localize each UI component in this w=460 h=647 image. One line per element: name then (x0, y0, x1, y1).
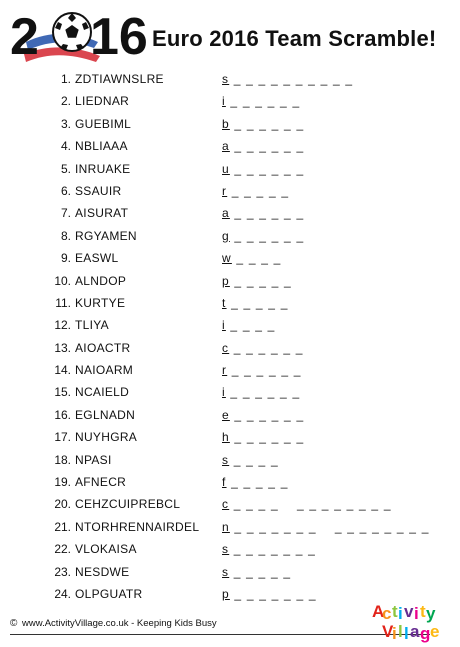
scrambled-text: NTORHRENNAIRDEL (75, 519, 200, 534)
scrambled-text: VLOKAISA (75, 542, 137, 557)
scramble-row (0, 493, 460, 515)
footer (0, 602, 460, 647)
brand-letter: c (382, 604, 392, 623)
scramble-list (0, 68, 460, 605)
brand-letter: v (404, 602, 414, 621)
scrambled-word (0, 493, 198, 515)
scrambled-word (0, 68, 198, 90)
answer-blanks (222, 583, 317, 605)
item-number: 14. (54, 363, 71, 378)
answer-underscores: _ _ _ _ (225, 318, 276, 333)
item-number: 11. (55, 295, 71, 310)
answer-blanks (222, 471, 289, 493)
svg-text:16: 16 (90, 8, 148, 66)
answer-blanks (222, 292, 289, 314)
item-number: 13. (54, 340, 71, 355)
answer-blanks (222, 449, 279, 471)
scramble-row (0, 337, 460, 359)
scramble-row (0, 561, 460, 583)
answer-blanks (222, 180, 289, 202)
answer-blanks (222, 202, 304, 224)
answer-underscores: _ _ _ _ _ _ (225, 94, 301, 109)
scrambled-text: NAIOARM (75, 363, 134, 378)
answer-first-letter: h (222, 430, 230, 445)
scrambled-text: GUEBIML (75, 116, 132, 131)
scramble-row (0, 516, 460, 538)
scramble-row (0, 202, 460, 224)
answer-first-letter: i (222, 318, 226, 333)
answer-blanks (222, 337, 304, 359)
answer-blanks (222, 516, 430, 538)
header (0, 0, 460, 70)
scrambled-word (0, 516, 198, 538)
item-number: 7. (60, 206, 71, 221)
item-number: 23. (54, 564, 71, 579)
scrambled-text: AISURAT (75, 206, 129, 221)
answer-underscores: _ _ _ _ _ _ (225, 385, 301, 400)
brand-letter: i (414, 604, 419, 623)
item-number: 9. (60, 251, 71, 266)
item-number: 10. (54, 273, 71, 288)
answer-first-letter: f (222, 475, 227, 490)
item-number: 5. (60, 161, 71, 176)
answer-first-letter: a (222, 206, 230, 221)
answer-first-letter: n (222, 519, 230, 534)
scramble-row (0, 158, 460, 180)
answer-first-letter: r (222, 363, 228, 378)
scrambled-word (0, 90, 198, 112)
answer-blanks (222, 158, 304, 180)
answer-underscores: _ _ _ _ _ (229, 273, 292, 288)
answer-first-letter: c (222, 497, 230, 512)
answer-blanks (222, 270, 292, 292)
brand-letter: i (392, 624, 397, 643)
copyright-text: www.ActivityVillage.co.uk - Keeping Kids Busy (22, 618, 217, 629)
euro-2016-logo (6, 2, 148, 66)
answer-underscores: _ _ _ _ (229, 452, 279, 467)
answer-underscores: _ _ _ _ _ _ (229, 407, 305, 422)
answer-first-letter: t (222, 295, 227, 310)
answer-blanks (222, 314, 276, 336)
scrambled-word (0, 225, 198, 247)
brand-letter: l (404, 624, 409, 643)
answer-underscores: _ _ _ _ _ _ (229, 161, 305, 176)
brand-letter: t (392, 602, 398, 621)
brand-letter: e (430, 622, 440, 641)
item-number: 12. (54, 318, 71, 333)
scrambled-text: LIEDNAR (75, 94, 130, 109)
answer-underscores: _ _ _ _ _ _ (229, 228, 305, 243)
item-number: 20. (54, 497, 71, 512)
brand-letter: t (420, 602, 426, 621)
scrambled-word (0, 538, 198, 560)
answer-first-letter: i (222, 94, 226, 109)
answer-underscores: _ _ _ _ _ _ _ (229, 542, 317, 557)
scramble-row (0, 247, 460, 269)
answer-underscores: _ _ _ _ _ _ (229, 116, 305, 131)
answer-underscores: _ _ _ _ _ _ (229, 340, 304, 355)
scrambled-text: EASWL (75, 251, 119, 266)
scrambled-word (0, 247, 198, 269)
scrambled-text: KURTYE (75, 295, 126, 310)
svg-text:2: 2 (10, 8, 39, 66)
brand-letter: i (398, 604, 403, 623)
scramble-row (0, 68, 460, 90)
answer-blanks (222, 538, 316, 560)
answer-underscores: _ _ _ _ _ (227, 183, 290, 198)
scrambled-text: ZDTIAWNSLRE (75, 72, 164, 86)
scramble-row (0, 270, 460, 292)
scrambled-word (0, 113, 198, 135)
scrambled-word (0, 449, 198, 471)
answer-first-letter: w (222, 251, 232, 266)
scramble-row (0, 135, 460, 157)
scrambled-word (0, 337, 198, 359)
scrambled-text: SSAUIR (75, 183, 122, 198)
answer-blanks (222, 493, 392, 515)
scrambled-text: OLPGUATR (75, 586, 143, 601)
scrambled-word (0, 202, 198, 224)
item-number: 24. (54, 586, 71, 601)
scramble-row (0, 449, 460, 471)
answer-underscores: _ _ _ _ (231, 251, 282, 266)
scramble-row (0, 359, 460, 381)
item-number: 6. (60, 183, 71, 198)
brand-letter: A (372, 602, 385, 621)
scrambled-text: TLIYA (75, 318, 109, 333)
answer-underscores: _ _ _ _ _ _ (229, 430, 305, 445)
answer-first-letter: p (222, 586, 230, 601)
brand-letter: g (420, 624, 431, 643)
answer-first-letter: p (222, 273, 230, 288)
answer-blanks (222, 381, 300, 403)
scrambled-text: INRUAKE (75, 161, 131, 176)
answer-first-letter: b (222, 116, 230, 131)
scrambled-word (0, 404, 198, 426)
item-number: 3. (60, 116, 71, 131)
scramble-row (0, 292, 460, 314)
scrambled-word (0, 359, 198, 381)
scramble-row (0, 426, 460, 448)
scramble-row (0, 404, 460, 426)
scrambled-text: CEHZCUIPREBCL (75, 497, 181, 512)
answer-blanks (222, 247, 282, 269)
scrambled-word (0, 135, 198, 157)
answer-blanks (222, 359, 302, 381)
page-title: Euro 2016 Team Scramble! (152, 26, 437, 51)
scrambled-word (0, 314, 198, 336)
item-number: 15. (54, 385, 71, 400)
scramble-row (0, 314, 460, 336)
brand-letter: a (410, 622, 420, 641)
answer-blanks (222, 90, 300, 112)
answer-blanks (222, 68, 353, 90)
scramble-row (0, 471, 460, 493)
scrambled-text: NESDWE (75, 564, 130, 579)
scramble-row (0, 90, 460, 112)
scrambled-text: EGLNADN (75, 407, 136, 422)
brand-letter: V (382, 622, 394, 641)
answer-first-letter: u (222, 161, 230, 176)
activity-village-logo (360, 600, 450, 642)
answer-first-letter: s (222, 564, 230, 579)
scrambled-word (0, 561, 198, 583)
scramble-row (0, 381, 460, 403)
answer-blanks (222, 135, 304, 157)
answer-underscores: _ _ _ _ _ (226, 475, 289, 490)
item-number: 2. (60, 94, 71, 109)
scrambled-word (0, 180, 198, 202)
answer-blanks (222, 561, 291, 583)
item-number: 22. (54, 542, 71, 557)
item-number: 1. (60, 72, 71, 86)
scrambled-word (0, 583, 198, 605)
answer-first-letter: i (222, 385, 226, 400)
answer-first-letter: a (222, 139, 230, 154)
answer-first-letter: g (222, 228, 230, 243)
scrambled-text: NBLIAAA (75, 139, 128, 154)
scrambled-text: NUYHGRA (75, 430, 138, 445)
scrambled-word (0, 158, 198, 180)
answer-blanks (222, 404, 304, 426)
scrambled-word (0, 381, 198, 403)
answer-first-letter: s (222, 72, 230, 86)
item-number: 16. (54, 407, 71, 422)
answer-underscores: _ _ _ _ _ _ (229, 206, 305, 221)
scrambled-text: NPASI (75, 452, 112, 467)
scrambled-text: ALNDOP (75, 273, 127, 288)
answer-first-letter: c (222, 340, 230, 355)
scrambled-word (0, 292, 198, 314)
answer-underscores: _ _ _ _ _ _ _ _ _ _ (229, 72, 354, 86)
item-number: 8. (60, 228, 71, 243)
scrambled-text: AFNECR (75, 475, 127, 490)
item-number: 18. (54, 452, 71, 467)
item-number: 21. (54, 519, 71, 534)
item-number: 19. (54, 475, 71, 490)
item-number: 17. (54, 430, 71, 445)
answer-underscores: _ _ _ _ _ (226, 295, 289, 310)
scramble-row (0, 113, 460, 135)
scrambled-word (0, 270, 198, 292)
answer-first-letter: r (222, 183, 228, 198)
answer-underscores: _ _ _ _ _ _ _ _ _ _ _ _ _ _ _ (229, 519, 430, 534)
scrambled-text: AIOACTR (75, 340, 131, 355)
brand-letter: l (398, 622, 403, 641)
answer-underscores: _ _ _ _ _ _ (227, 363, 302, 378)
scrambled-text: RGYAMEN (75, 228, 137, 243)
answer-first-letter: s (222, 452, 230, 467)
answer-blanks (222, 113, 304, 135)
scramble-row (0, 225, 460, 247)
copyright-notice (10, 618, 217, 629)
answer-underscores: _ _ _ _ _ _ _ (229, 586, 317, 601)
answer-blanks (222, 426, 304, 448)
scramble-row (0, 538, 460, 560)
answer-underscores: _ _ _ _ _ _ _ _ _ _ _ _ (229, 497, 392, 512)
answer-underscores: _ _ _ _ _ _ (229, 139, 305, 154)
scrambled-text: NCAIELD (75, 385, 130, 400)
scramble-row (0, 180, 460, 202)
answer-blanks (222, 225, 304, 247)
item-number: 4. (60, 139, 71, 154)
answer-first-letter: e (222, 407, 230, 422)
brand-letter: y (426, 604, 436, 623)
scrambled-word (0, 471, 198, 493)
scrambled-word (0, 426, 198, 448)
copyright-symbol: © (10, 618, 18, 629)
answer-first-letter: s (222, 542, 230, 557)
answer-underscores: _ _ _ _ _ (229, 564, 292, 579)
